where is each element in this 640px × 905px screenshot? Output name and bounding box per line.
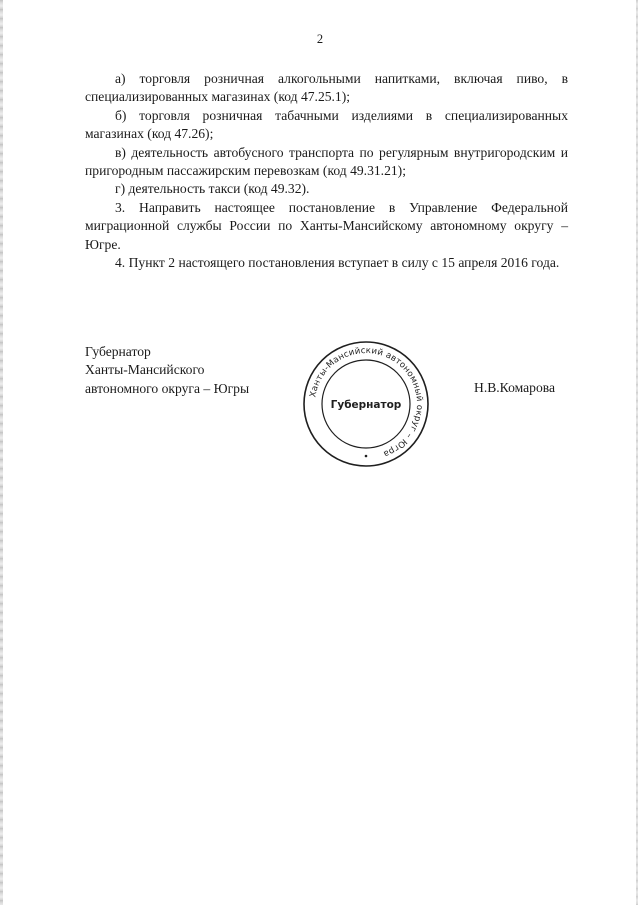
- paragraph-3: 3. Направить настоящее постановление в Управление Федеральной миграционной службы России по Ханты-Мансийскому автономному округу – Югре.: [85, 199, 568, 252]
- scan-edge-left: [0, 0, 3, 905]
- official-seal-stamp: [300, 338, 432, 470]
- scan-edge-right: [636, 0, 638, 905]
- seal-center-text: Губернатор: [330, 399, 402, 411]
- paragraph-4: 4. Пункт 2 настоящего постановления вступает в силу с 15 апреля 2016 года.: [115, 255, 560, 271]
- seal-ring-text: Ханты-Мансийский автономный округ – Югра: [308, 345, 425, 459]
- paragraph-b: б) торговля розничная табачными изделиями в специализированных магазинах (код 47.26);: [85, 107, 568, 142]
- signatory-title-line-1: Губернатор: [85, 344, 151, 359]
- signatory-name: Н.В.Комарова: [474, 380, 556, 395]
- page-number: 2: [316, 32, 324, 46]
- document-body: [85, 70, 568, 272]
- paragraph-a: а) торговля розничная алкогольными напитками, включая пиво, в специализированных магазинах (код 47.25.1);: [85, 71, 568, 105]
- signatory-title-line-2: Ханты-Мансийского: [85, 362, 205, 378]
- signatory-title: [85, 343, 249, 398]
- signatory-title-line-3: автономного округа – Югры: [85, 380, 250, 396]
- seal-dot: [365, 455, 368, 458]
- paragraph-d: г) деятельность такси (код 49.32).: [115, 181, 310, 197]
- paragraph-c: в) деятельность автобусного транспорта по регулярным внутригородским и пригородным пассажирским перевозкам (код 49.31.21);: [85, 144, 568, 179]
